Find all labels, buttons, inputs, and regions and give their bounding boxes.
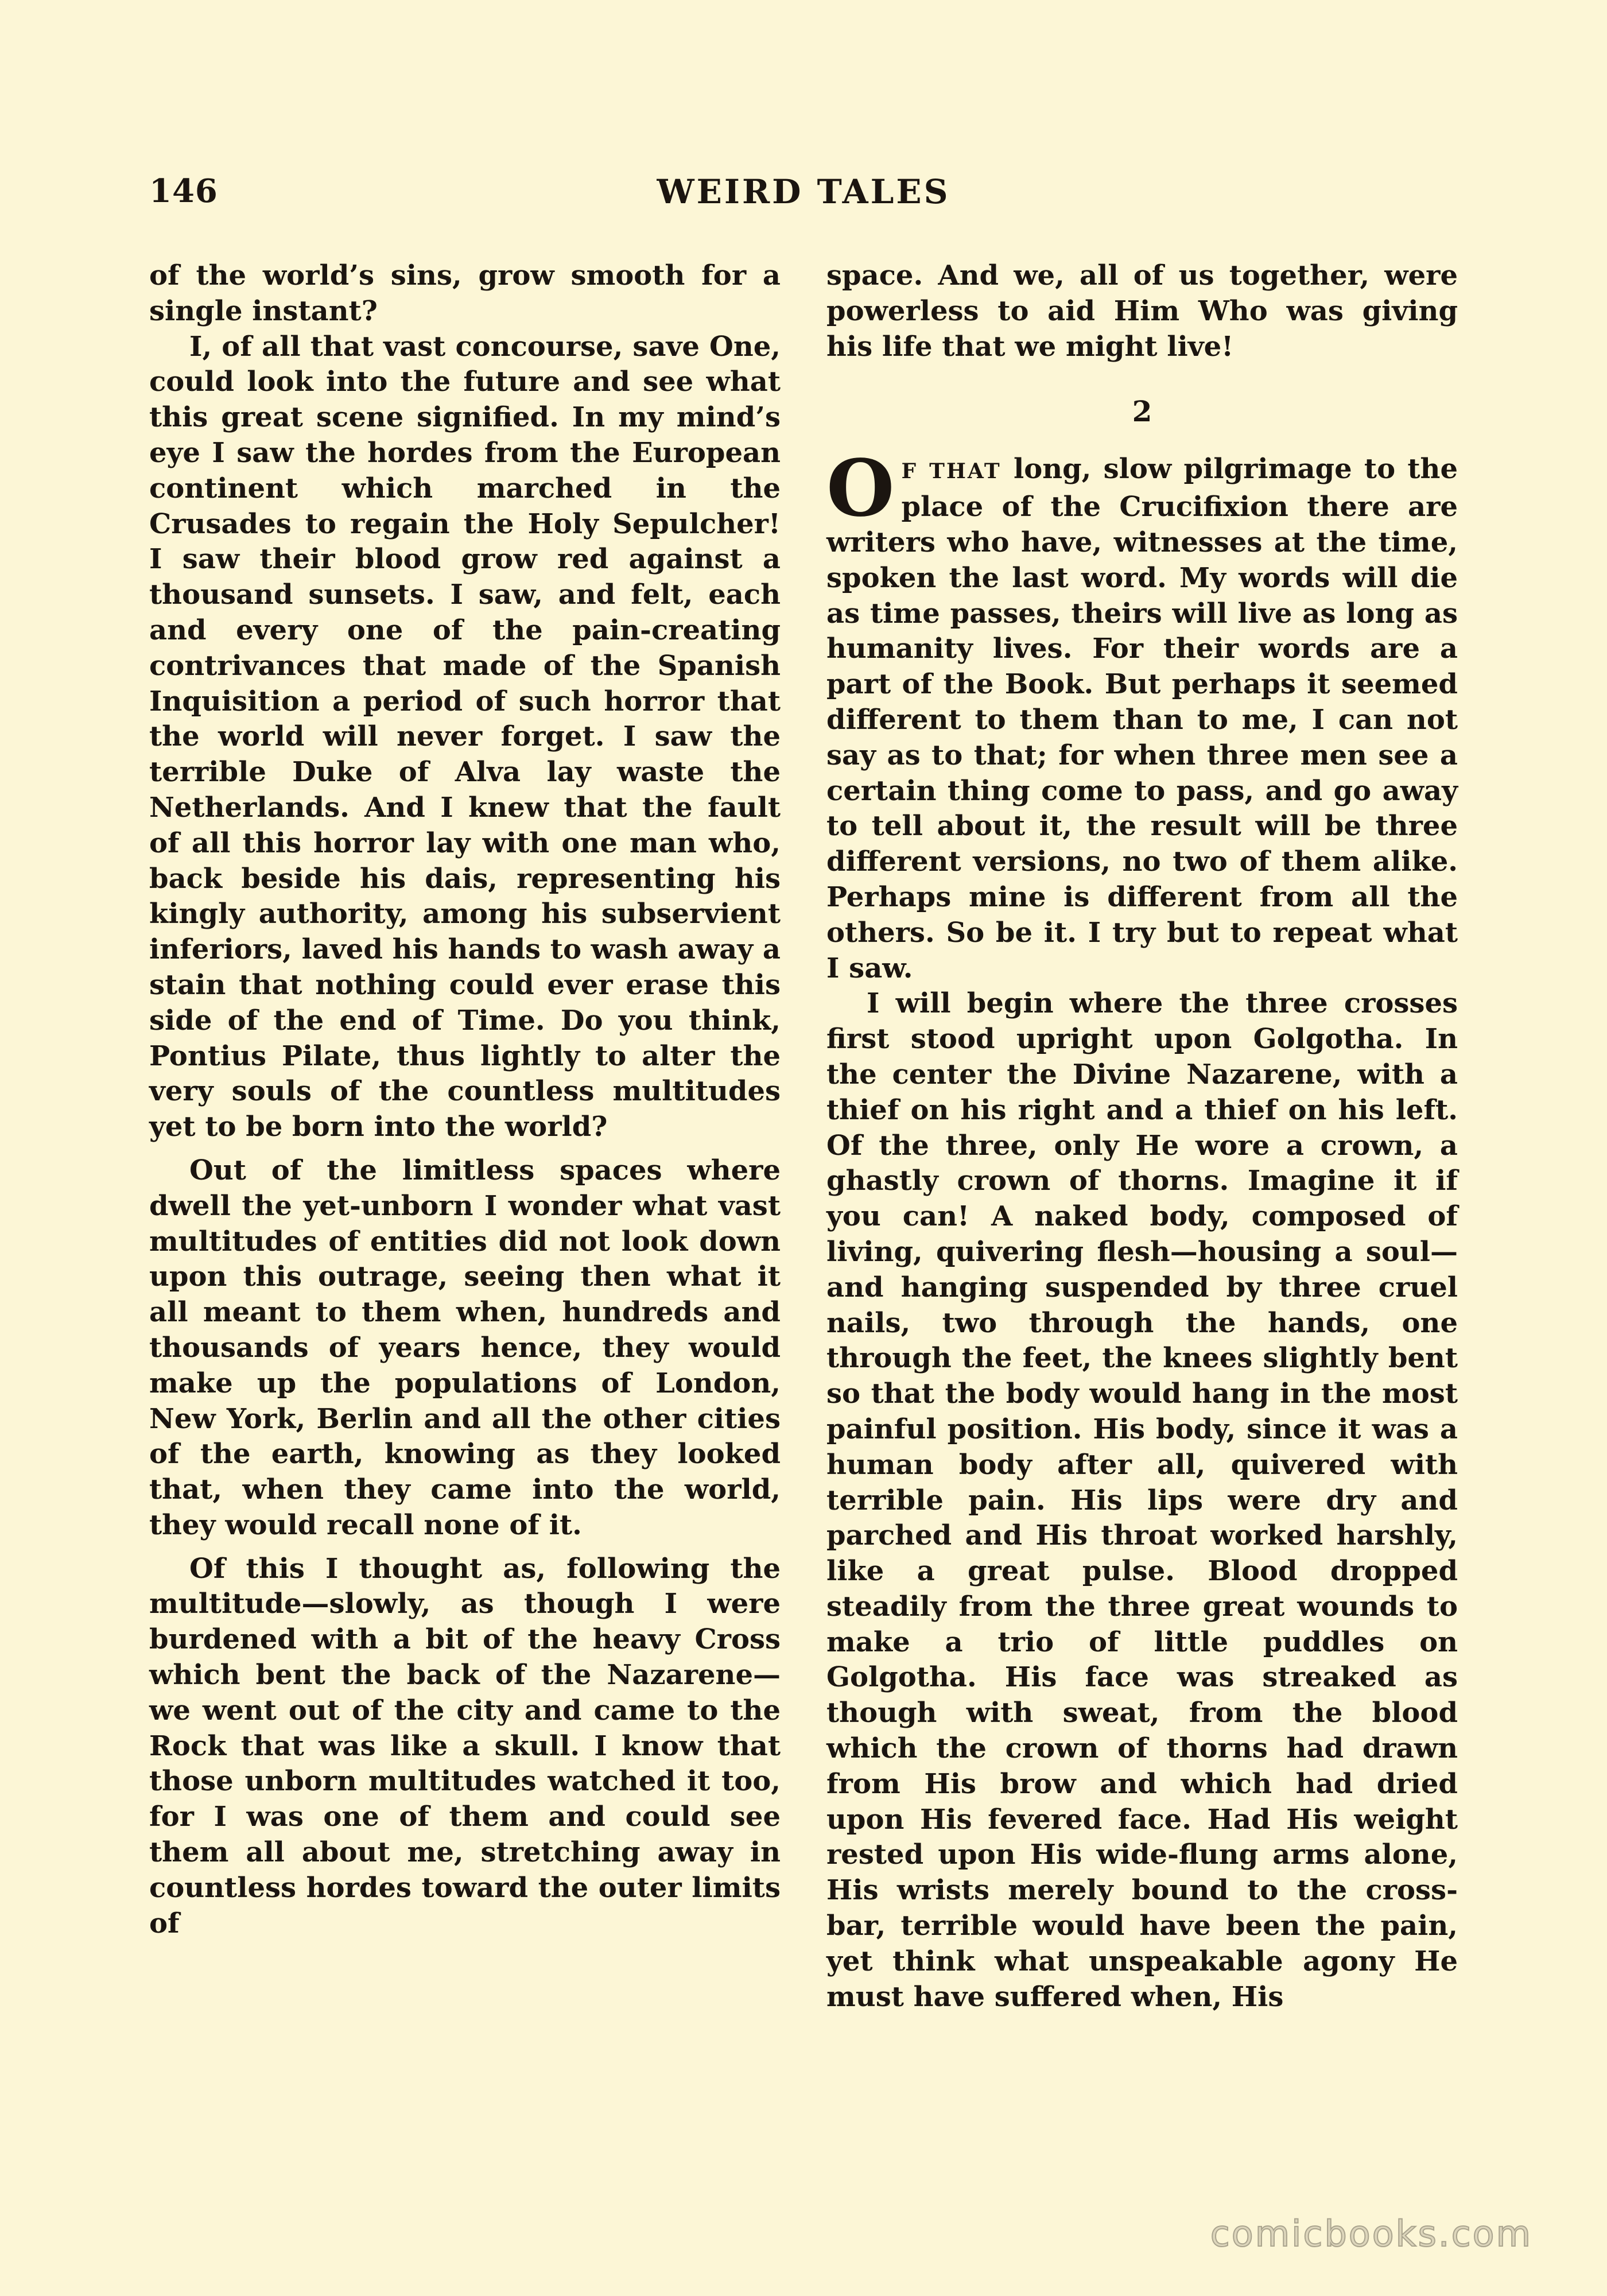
left-column — [149, 258, 781, 1941]
running-head: WEIRD TALES — [657, 172, 950, 211]
paragraph: of the world’s sins, grow smooth for a single instant? — [149, 259, 781, 327]
watermark: comicbooks.com — [1210, 2213, 1532, 2255]
paragraph: Of this I thought as, following the multitude—slowly, as though I were burdened with a bit of the heavy Cross which bent the back of the Nazarene—we went out of the city and came to the Rock that was like a skull. I know that those unborn multitudes watched it too, for I was one of them and could see them all about me, stretching away in countless hordes toward the outer limits of — [149, 1552, 781, 1940]
page-header — [149, 172, 1458, 218]
section-opening-paragraph — [826, 443, 1458, 986]
paragraph: I, of all that vast concourse, save One, could look into the future and see what this great scene signified. In my mind’s eye I saw the hordes from the European continent which marched in the Crusades to regain the Holy Sepulcher! I saw their blood grow red against a thousand sunsets. I saw, and felt, each and every one of the pain-creating contrivances that made of the Spanish Inquisition a period of such horror that the world will never forget. I saw the terrible Duke of Alva lay waste the Netherlands. And I knew that the fault of all this horror lay with one man who, back beside his dais, representing his kingly authority, among his subservient inferiors, laved his hands to wash away a stain that nothing could ever erase this side of the end of Time. Do you think, Pontius Pilate, thus lightly to alter the very souls of the countless multitudes yet to be born into the world? — [149, 330, 781, 1143]
drop-cap: O — [826, 443, 895, 535]
paragraph: I will begin where the three crosses first stood upright upon Golgotha. In the center the Divine Nazarene, with a thief on his right and a thief on his left. Of the three, only He wore a crown, a ghastly crown of thorns. Imagine it if you can! A naked body, composed of living, quivering flesh—housing a soul—and hanging suspended by three cruel nails, two through the hands, one through the feet, the knees slightly bent so that the body would hang in the most painful position. His body, since it was a human body after all, quivered with terrible pain. His lips were dry and parched and His throat worked harshly, like a great pulse. Blood dropped steadily from the three great wounds to make a trio of little puddles on Golgotha. His face was streaked as though with sweat, from the blood which the crown of thorns had drawn from His brow and which had dried upon His fevered face. Had His weight rested upon His wide-flung arms alone, His wrists merely bound to the cross-bar, terrible would have been the pain, yet think what unspeakable agony He must have suffered when, His — [826, 987, 1458, 2013]
paragraph: space. And we, all of us together, were powerless to aid Him Who was giving his life that we might live! — [826, 259, 1458, 363]
page-number: 146 — [149, 172, 218, 210]
right-column — [826, 258, 1458, 2015]
section-number: 2 — [1132, 394, 1152, 429]
small-caps-lead: F THAT — [901, 459, 1002, 484]
paragraph: Out of the limitless spaces where dwell the yet-unborn I wonder what vast multitudes of entities did not look down upon this outrage, seeing then what it all meant to them when, hundreds and thousands of years hence, they would make up the populations of London, New York, Berlin and all the other cities of the earth, knowing as they looked that, when they came into the world, they would recall none of it. — [149, 1154, 781, 1541]
opening-text: long, slow pilgrimage to the place of the Crucifixion there are writers who have, witnesses at the time, spoken the last word. My words will die as time passes, theirs will live as long as humanity lives. For their words are a part of the Book. But perhaps it seemed different to them than to me, I can not say as to that; for when three men see a certain thing come to pass, and go away to tell about it, the result will be three different versions, no two of them alike. Perhaps mine is different from all the others. So be it. I try but to repeat what I saw. — [826, 453, 1458, 984]
